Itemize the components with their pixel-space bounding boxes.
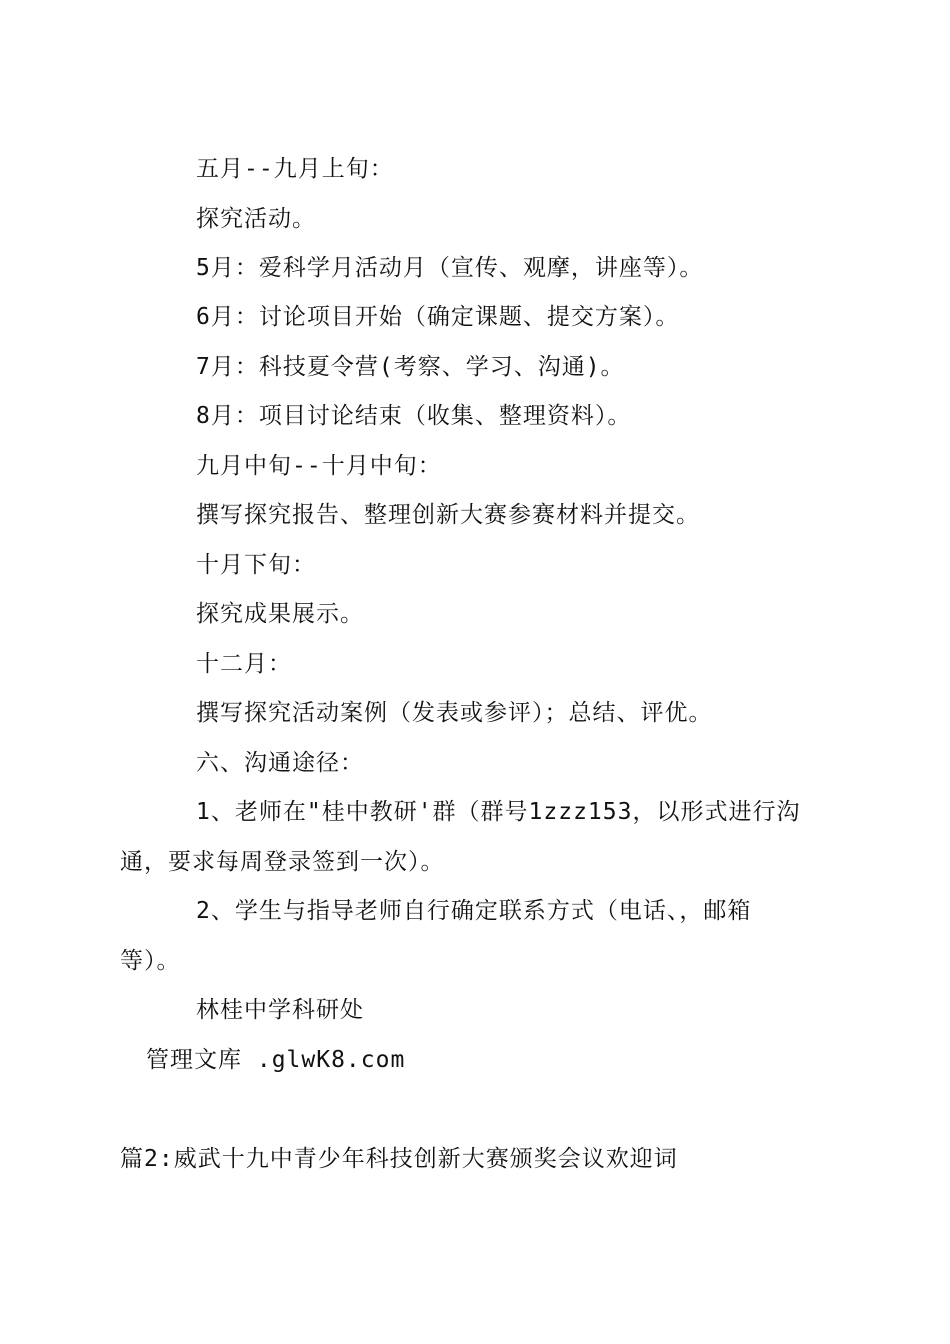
next-article-title: 篇2:威武十九中青少年科技创新大赛颁奖会议欢迎词 (120, 1146, 678, 1172)
communication-item-1-cont: 通，要求每周登录签到一次）。 (120, 849, 445, 875)
communication-item-2: 2、学生与指导老师自行确定联系方式（电话、，邮箱 (196, 898, 752, 924)
schedule-heading-december: 十二月： (196, 651, 292, 677)
schedule-item-may: 5月：爱科学月活动月（宣传、观摩，讲座等）。 (196, 255, 704, 281)
schedule-heading-late-oct: 十月下旬： (196, 552, 316, 578)
communication-item-2-cont: 等）。 (120, 948, 181, 974)
schedule-heading-sep-oct: 九月中旬--十月中旬： (196, 453, 442, 479)
schedule-item-june: 6月：讨论项目开始（确定课题、提交方案）。 (196, 304, 680, 330)
schedule-text: 探究成果展示。 (196, 601, 364, 627)
signature-department: 林桂中学科研处 (196, 997, 364, 1023)
schedule-item-july: 7月：科技夏令营(考察、学习、沟通)。 (196, 354, 625, 380)
schedule-item-august: 8月：项目讨论结束（收集、整理资料）。 (196, 403, 632, 429)
watermark-footer: 管理文库 .glwK8.com (146, 1047, 406, 1073)
schedule-text: 撰写探究报告、整理创新大赛参赛材料并提交。 (196, 502, 700, 528)
schedule-heading-may-sep: 五月--九月上旬： (196, 156, 394, 182)
section-heading-communication: 六、沟通途径： (196, 750, 364, 776)
communication-item-1: 1、老师在"桂中教研'群（群号1zzz153，以形式进行沟 (196, 799, 801, 825)
schedule-text: 探究活动。 (196, 206, 316, 232)
schedule-text: 撰写探究活动案例（发表或参评）；总结、评优。 (196, 700, 713, 726)
